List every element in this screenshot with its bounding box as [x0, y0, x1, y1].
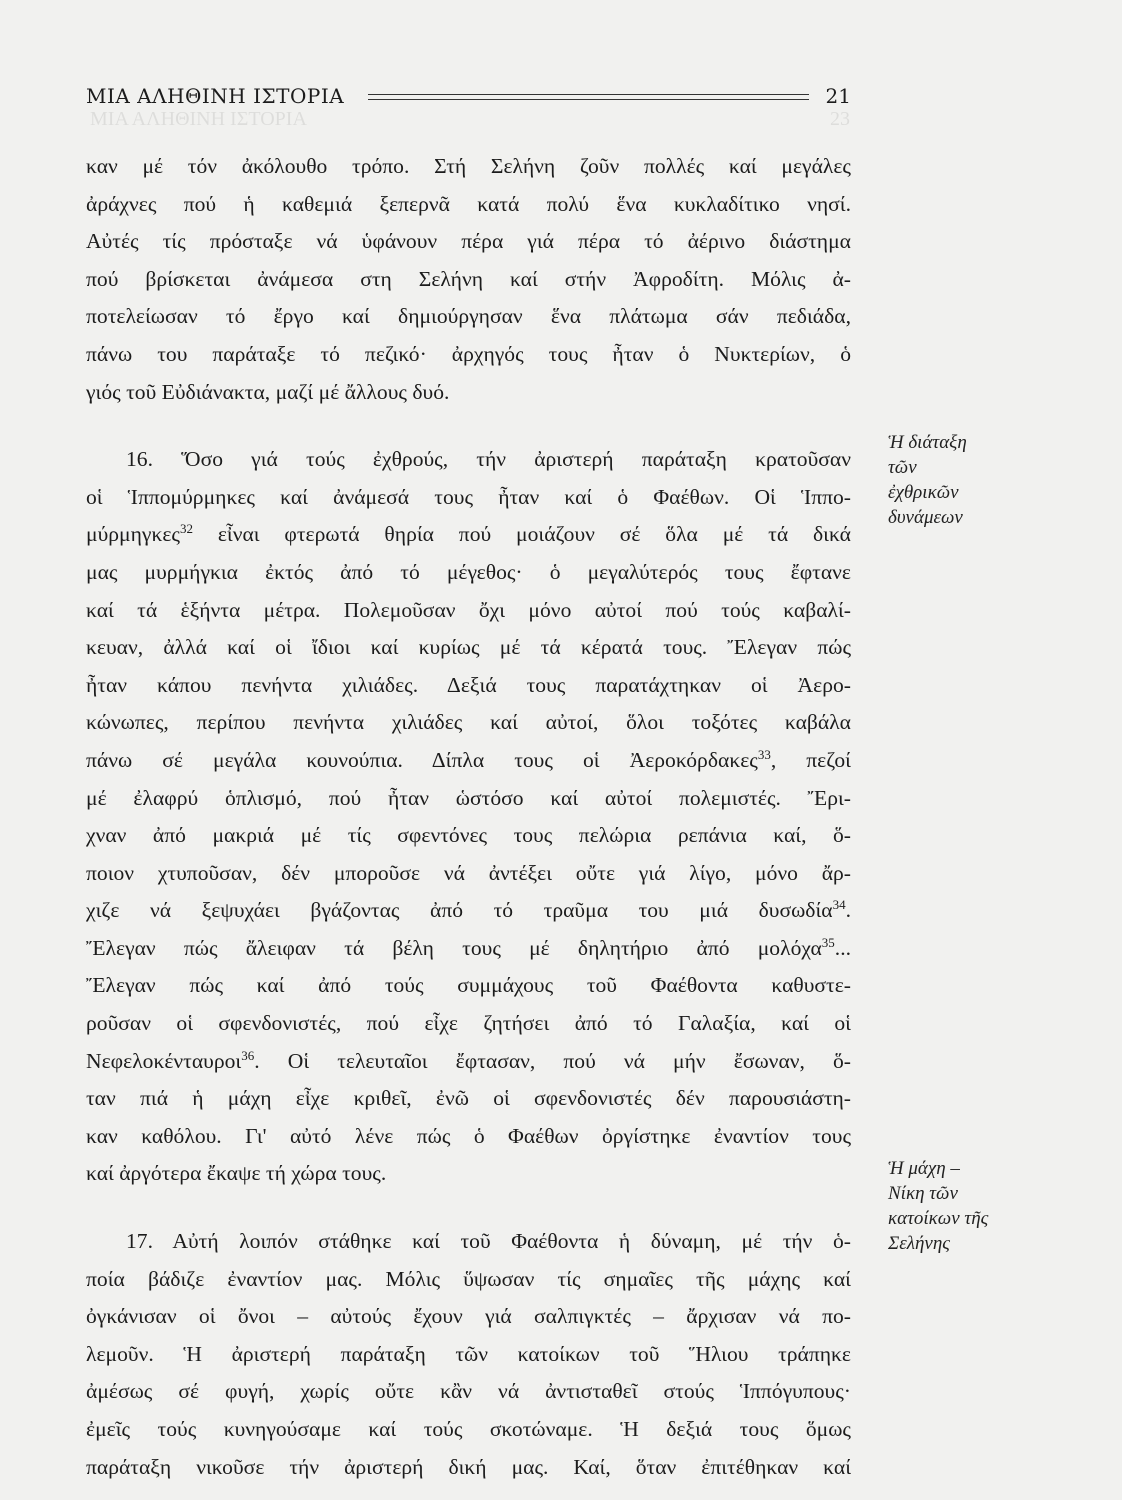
footnote-ref: 36 [241, 1047, 255, 1063]
footnote-ref: 32 [179, 521, 193, 537]
text-line: οἱ Ἱππομύρμηκες καί ἀνάμεσά τους ἦταν καί ὁ Φαέθων. Οἱ Ἱππο- [86, 484, 851, 509]
text-line: μέ ἐλαφρύ ὁπλισμό, πού ἦταν ὡστόσο καί αὐτοί πολεμιστές. Ἔρι- [86, 785, 851, 810]
paragraph-section-16 [86, 441, 851, 1193]
show-through-header: ΜΙΑ ΑΛΗΘΙΝΗ ΙΣΤΟΡΙΑ [90, 108, 307, 130]
text-line: ἀράχνες πού ἡ καθεμιά ξεπερνᾶ κατά πολύ ἕνα κυκλαδίτικο νησί. [86, 191, 851, 216]
show-through-page-number: 23 [830, 108, 850, 130]
text-line: 16. Ὅσο γιά τούς ἐχθρούς, τήν ἀριστερή παράταξη κρατοῦσαν [126, 447, 851, 472]
text-line: ποία βάδιζε ἐναντίον μας. Μόλις ὕψωσαν τίς σημαῖες τῆς μάχης καί [86, 1266, 851, 1291]
page-number: 21 [825, 84, 851, 108]
text-line: παράταξη νικοῦσε τήν ἀριστερή δική μας. Καί, ὅταν ἐπιτέθηκαν καί [86, 1454, 851, 1479]
text-line: ταν πιά ἡ μάχη εἶχε κριθεῖ, ἐνῶ οἱ σφενδονιστές δέν παρουσιάστη- [86, 1086, 851, 1111]
text-line: πάνω σέ μεγάλα κουνούπια. Δίπλα τους οἱ Ἀεροκόρδακες$^{33}$, πεζοί [86, 746, 851, 772]
text-line: ἀμέσως σέ φυγή, χωρίς οὔτε κἂν νά ἀντισταθεῖ στούς Ἱππόγυπους· [86, 1379, 851, 1404]
running-title: ΜΙΑ ΑΛΗΘΙΝΗ ΙΣΤΟΡΙΑ [86, 84, 345, 108]
header-rule [368, 94, 809, 100]
footnote-ref: 35 [821, 934, 835, 950]
text-line: χιζε νά ξεψυχάει βγάζοντας ἀπό τό τραῦμα του μιά δυσωδία$^{34}$. [86, 897, 851, 923]
text-line: ἐμεῖς τούς κυνηγούσαμε καί τούς σκοτώναμε. Ἡ δεξιά τους ὅμως [86, 1417, 851, 1441]
text-line: καν μέ τόν ἀκόλουθο τρόπο. Στή Σελήνη ζοῦν πολλές καί μεγάλες [86, 154, 851, 178]
text-line: καν καθόλου. Γι' αὐτό λένε πώς ὁ Φαέθων ὀργίστηκε ἐναντίον τους [86, 1123, 851, 1148]
footnote-ref: 34 [832, 897, 846, 913]
text-line: λεμοῦν. Ἡ ἀριστερή παράταξη τῶν κατοίκων τοῦ Ἥλιου τράπηκε [86, 1341, 851, 1366]
text-line: καί ἀργότερα ἔκαψε τή χώρα τους. [86, 1161, 387, 1186]
text-line: πάνω του παράταξε τό πεζικό· ἀρχηγός τους ἦταν ὁ Νυκτερίων, ὁ [86, 341, 851, 366]
text-line: γιός τοῦ Εὐδιάνακτα, μαζί μέ ἄλλους δυό. [86, 379, 450, 404]
text-line: καί τά ἑξήντα μέτρα. Πολεμοῦσαν ὄχι μόνο αὐτοί πού τούς καβαλί- [86, 597, 851, 622]
paragraph-continuation [86, 148, 851, 411]
text-line: Ἔλεγαν πώς καί ἀπό τούς συμμάχους τοῦ Φαέθοντα καθυστε- [86, 973, 851, 998]
running-header [86, 84, 851, 110]
text-line: μύρμηγκες$^{32}$ εἶναι φτερωτά θηρία πού μοιάζουν σέ ὅλα μέ τά δικά [86, 521, 851, 547]
text-line: ποτελείωσαν τό ἔργο καί δημιούργησαν ἕνα πλάτωμα σάν πεδιάδα, [86, 304, 851, 329]
text-line: μας μυρμήγκια ἐκτός ἀπό τό μέγεθος· ὁ μεγαλύτερός τους ἔφτανε [86, 559, 851, 584]
text-line: Ἔλεγαν πώς ἄλειφαν τά βέλη τους μέ δηλητήριο ἀπό μολόχα$^{35}$... [86, 934, 851, 960]
text-line: πού βρίσκεται ἀνάμεσα στη Σελήνη καί στήν Ἀφροδίτη. Μόλις ἀ- [86, 266, 851, 291]
text-line: Νεφελοκένταυροι$^{36}$. Οἱ τελευταῖοι ἔφτασαν, πού νά μήν ἔσωναν, ὅ- [86, 1047, 851, 1073]
text-line: 17. Αὐτή λοιπόν στάθηκε καί τοῦ Φαέθοντα ἡ δύναμη, μέ τήν ὁ- [126, 1229, 851, 1254]
body-text [86, 148, 851, 1486]
text-line: κώνωπες, περίπου πενήντα χιλιάδες καί αὐτοί, ὅλοι τοξότες καβάλα [86, 710, 851, 735]
text-line: χναν ἀπό μακριά μέ τίς σφεντόνες τους πελώρια ρεπάνια καί, ὅ- [86, 823, 851, 848]
margin-note-enemy-forces: Ἡ διάταξη τῶν ἐχθρικῶν δυνάμεων [888, 432, 967, 528]
text-line: ἦταν κάπου πενήντα χιλιάδες. Δεξιά τους παρατάχτηκαν οἱ Ἀερο- [86, 672, 851, 697]
text-line: ροῦσαν οἱ σφενδονιστές, πού εἶχε ζητήσει ἀπό τό Γαλαξία, καί οἱ [86, 1011, 851, 1036]
footnote-ref: 33 [757, 746, 771, 762]
text-line: κευαν, ἀλλά καί οἱ ἴδιοι καί κυρίως μέ τά κέρατά τους. Ἔλεγαν πώς [86, 635, 851, 660]
text-line: ποιον χτυποῦσαν, δέν μποροῦσε νά ἀντέξει οὔτε γιά λίγο, μόνο ἄρ- [86, 860, 851, 885]
text-line: Αὐτές τίς πρόσταξε νά ὑφάνουν πέρα γιά πέρα τό ἀέρινο διάστημα [86, 229, 851, 254]
paragraph-section-17 [86, 1223, 851, 1486]
text-line: ὀγκάνισαν οἱ ὄνοι – αὐτούς ἔχουν γιά σαλπιγκτές – ἄρχισαν νά πο- [86, 1304, 851, 1329]
margin-note-battle: Ἡ μάχη – Νίκη τῶν κατοίκων τῆς Σελήνης [888, 1158, 989, 1254]
